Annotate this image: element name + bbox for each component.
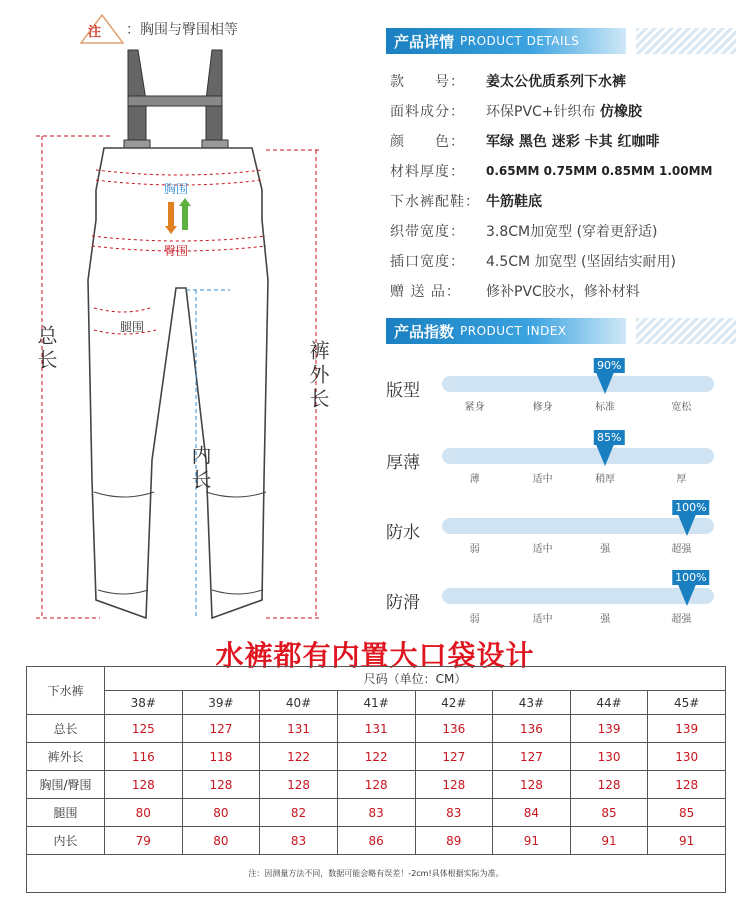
size-cell: 42#: [415, 691, 493, 715]
hip-label: 臀围: [164, 244, 189, 258]
index-marker: [677, 512, 697, 536]
product-index-header: [386, 318, 736, 344]
value-cell: 128: [493, 771, 571, 799]
value-cell: 80: [105, 799, 183, 827]
value-cell: 83: [260, 827, 338, 855]
size-cell: 40#: [260, 691, 338, 715]
size-row: [27, 691, 726, 715]
detail-key: 面料成分：: [390, 104, 465, 120]
row-label: 总长: [27, 715, 105, 743]
value-cell: 128: [182, 771, 260, 799]
index-marker: [595, 370, 615, 394]
value-cell: 130: [570, 743, 648, 771]
product-details-header: [386, 28, 736, 54]
detail-row: [390, 216, 740, 246]
detail-value: [486, 191, 542, 211]
detail-value-bold: 姜太公优质系列下水裤: [486, 74, 626, 90]
value-cell: 118: [182, 743, 260, 771]
detail-key: 材料厚度：: [390, 164, 465, 180]
header-stripes: [636, 318, 736, 344]
index-percent: 100%: [672, 500, 709, 515]
detail-value: [486, 101, 642, 121]
index-row: [386, 500, 726, 570]
tick-label: 超强: [671, 544, 692, 555]
value-cell: 79: [105, 827, 183, 855]
value-cell: 122: [260, 743, 338, 771]
detail-key: 织带宽度：: [390, 224, 465, 240]
value-cell: 80: [182, 799, 260, 827]
row-label: 内长: [27, 827, 105, 855]
value-cell: 86: [337, 827, 415, 855]
size-table-header-row: [27, 667, 726, 691]
index-track: [442, 518, 714, 534]
table-row: [27, 771, 726, 799]
value-cell: 83: [415, 799, 493, 827]
index-name: 防水: [386, 523, 420, 543]
index-ticks: [442, 540, 714, 554]
product-details-list: [390, 66, 740, 306]
outer-length-label: 裤外长: [306, 340, 330, 412]
detail-key: 赠 送 品：: [390, 284, 461, 300]
detail-value-text: 修补PVC胶水，修补材料: [486, 284, 640, 300]
tick-label: 强: [600, 614, 611, 625]
tick-label: 厚: [676, 474, 687, 485]
index-subtitle: PRODUCT INDEX: [460, 324, 567, 338]
detail-row: [390, 246, 740, 276]
detail-row: [390, 186, 740, 216]
chest-wader-diagram: [0, 40, 370, 630]
detail-value-text: 4.5CM 加宽型 (坚固结实耐用): [486, 254, 676, 270]
row-label: 腿围: [27, 799, 105, 827]
value-cell: 128: [260, 771, 338, 799]
size-table: [26, 666, 726, 893]
value-cell: 139: [648, 715, 726, 743]
tick-label: 强: [600, 544, 611, 555]
index-ticks: [442, 470, 714, 484]
detail-value: [486, 221, 658, 241]
detail-key: 颜 色：: [390, 134, 465, 150]
value-cell: 116: [105, 743, 183, 771]
detail-row: [390, 276, 740, 306]
size-cell: 43#: [493, 691, 571, 715]
value-cell: 131: [260, 715, 338, 743]
value-cell: 139: [570, 715, 648, 743]
row-label: 裤外长: [27, 743, 105, 771]
size-cell: 41#: [337, 691, 415, 715]
index-name: 厚薄: [386, 453, 420, 473]
tick-label: 宽松: [671, 402, 692, 413]
value-cell: 128: [337, 771, 415, 799]
value-cell: 91: [493, 827, 571, 855]
thigh-label: 腿围: [120, 320, 145, 334]
index-row: [386, 430, 726, 500]
detail-value: [486, 131, 660, 151]
header-stripes: [636, 28, 736, 54]
tick-label: 薄: [469, 474, 480, 485]
tick-label: 超强: [671, 614, 692, 625]
size-cell: 38#: [105, 691, 183, 715]
row-label: 胸围/臀围: [27, 771, 105, 799]
index-marker: [677, 582, 697, 606]
value-cell: 127: [415, 743, 493, 771]
table-footnote: 注：因测量方法不同，数据可能会略有误差！-2cm!具体根据实际为准。: [27, 855, 726, 893]
detail-value: [486, 71, 626, 91]
table-row: [27, 743, 726, 771]
detail-value: [486, 251, 676, 271]
value-cell: 84: [493, 799, 571, 827]
detail-value-bold: 军绿 黑色 迷彩 卡其 红咖啡: [486, 134, 660, 150]
value-cell: 128: [105, 771, 183, 799]
index-ticks: [442, 610, 714, 624]
value-cell: 82: [260, 799, 338, 827]
detail-row: [390, 156, 740, 186]
detail-value: [486, 281, 640, 301]
value-cell: 131: [337, 715, 415, 743]
index-marker: [595, 442, 615, 466]
tick-label: 标准: [595, 402, 616, 413]
index-track: [442, 448, 714, 464]
detail-key: 下水裤配鞋：: [390, 194, 480, 210]
detail-value: [486, 164, 713, 178]
value-cell: 127: [493, 743, 571, 771]
details-title: 产品详情: [394, 32, 455, 51]
value-cell: 91: [648, 827, 726, 855]
value-cell: 85: [648, 799, 726, 827]
detail-value-text: 环保PVC+针织布: [486, 104, 600, 120]
index-name: 版型: [386, 381, 420, 401]
tick-label: 适中: [532, 474, 553, 485]
index-track: [442, 376, 714, 392]
detail-row: [390, 66, 740, 96]
index-name: 防滑: [386, 593, 420, 613]
value-cell: 83: [337, 799, 415, 827]
tick-label: 适中: [532, 544, 553, 555]
table-row: [27, 715, 726, 743]
total-length-label: 总长: [34, 325, 58, 373]
table-footnote-row: [27, 855, 726, 893]
index-percent: 90%: [594, 358, 624, 373]
table-corner: 下水裤: [27, 667, 105, 715]
value-cell: 127: [182, 715, 260, 743]
value-cell: 122: [337, 743, 415, 771]
index-row: [386, 570, 726, 640]
tick-label: 稍厚: [595, 474, 616, 485]
value-cell: 136: [493, 715, 571, 743]
details-subtitle: PRODUCT DETAILS: [460, 34, 580, 48]
size-cell: 45#: [648, 691, 726, 715]
size-cell: 44#: [570, 691, 648, 715]
detail-value-bold: 0.65MM 0.75MM 0.85MM 1.00MM: [486, 164, 713, 178]
index-row: [386, 358, 726, 428]
value-cell: 85: [570, 799, 648, 827]
table-row: [27, 827, 726, 855]
tick-label: 紧身: [464, 402, 485, 413]
index-percent: 85%: [594, 430, 624, 445]
tick-label: 适中: [532, 614, 553, 625]
inner-length-label: 内长: [188, 445, 212, 493]
index-ticks: [442, 398, 714, 412]
value-cell: 80: [182, 827, 260, 855]
value-cell: 89: [415, 827, 493, 855]
note-badge: 注: [88, 25, 102, 40]
detail-value-bold: 牛筋鞋底: [486, 194, 542, 210]
detail-value-text: 3.8CM加宽型 (穿着更舒适): [486, 224, 658, 240]
detail-row: [390, 126, 740, 156]
chest-label: 胸围: [164, 182, 189, 196]
value-cell: 128: [648, 771, 726, 799]
value-cell: 128: [415, 771, 493, 799]
index-percent: 100%: [672, 570, 709, 585]
pocket-banner: 水裤都有内置大口袋设计: [215, 639, 535, 672]
note-text: ：胸围与臀围相等: [126, 22, 238, 38]
detail-key: 款 号：: [390, 74, 465, 90]
detail-value-bold: 仿橡胶: [599, 104, 642, 120]
index-track: [442, 588, 714, 604]
tick-label: 弱: [469, 544, 480, 555]
value-cell: 125: [105, 715, 183, 743]
value-cell: 130: [648, 743, 726, 771]
value-cell: 91: [570, 827, 648, 855]
tick-label: 修身: [532, 402, 553, 413]
value-cell: 136: [415, 715, 493, 743]
detail-row: [390, 96, 740, 126]
index-title: 产品指数: [394, 322, 455, 341]
tick-label: 弱: [469, 614, 480, 625]
detail-key: 插口宽度：: [390, 254, 465, 270]
size-cell: 39#: [182, 691, 260, 715]
table-row: [27, 799, 726, 827]
value-cell: 128: [570, 771, 648, 799]
table-header: 尺码（单位：CM）: [105, 667, 726, 691]
